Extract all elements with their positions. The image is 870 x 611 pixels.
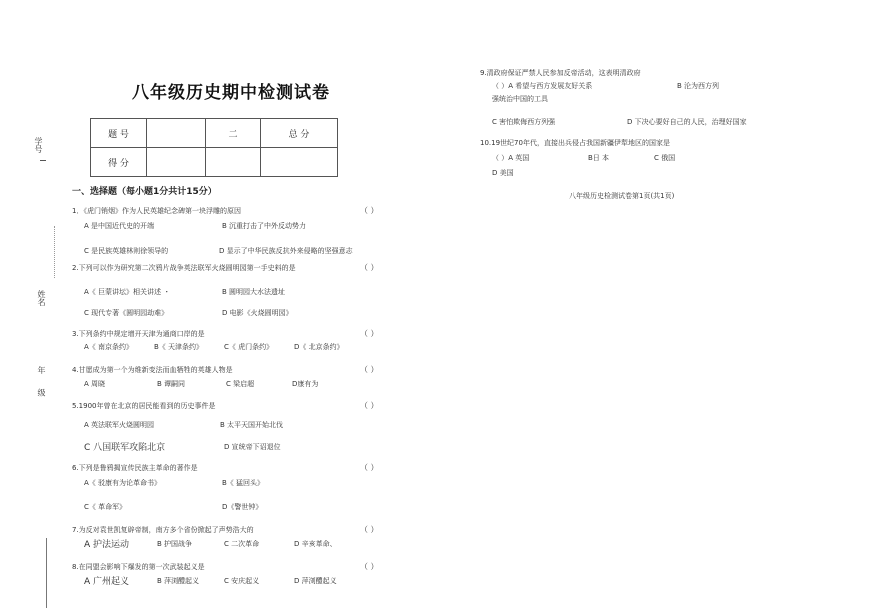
score-table-row (91, 119, 338, 148)
option: C 害怕欺侮西方列强 (492, 118, 556, 126)
option: A 周晓 (84, 380, 106, 388)
option: C《 革命军》 (84, 503, 127, 511)
question-7: 7.为反对袁世凯复辟帝制，南方多个省份掀起了声势浩大的 (72, 526, 254, 534)
option: D《警世钟》 (222, 503, 263, 511)
score-cell: 题 号 (91, 119, 147, 148)
option: B 沉重打击了中外反动势力 (222, 222, 307, 230)
option: C《 虎门条约》 (224, 343, 274, 351)
option: D 电影《火烧圆明园》 (222, 309, 293, 317)
option: B 萍浏醴起义 (157, 577, 200, 585)
question-6: 6.下列是鲁鸦揭宣传民族主革命的著作是 (72, 464, 198, 472)
score-cell[interactable] (147, 148, 206, 177)
option: D《 北京条约》 (294, 343, 344, 351)
option: （ ）A 英国 (492, 154, 530, 162)
score-table (90, 118, 338, 177)
question-1: 1．《虎门销烟》作为人民英雄纪念碑第一块浮雕的原因 (72, 207, 241, 215)
option: A 是中国近代史的开端 (84, 222, 155, 230)
option: B 沦为西方列 (677, 82, 720, 90)
option: D 显示了中华民族反抗外来侵略的坚强意志 (219, 247, 353, 255)
option: B日 本 (588, 154, 610, 162)
option: D 下决心要好自己的人民，治理好国家 (627, 118, 747, 126)
option: C 是民族英雄林则徐领导的 (84, 247, 169, 255)
grade-class-label: 年 级 (37, 366, 46, 403)
option: B《 猛回头》 (222, 479, 265, 487)
answer-paren[interactable]: （ ） (360, 365, 379, 374)
option: A 英法联军火烧圆明园 (84, 421, 155, 429)
option: 强统治中国的工具 (492, 95, 548, 103)
option: A《 驳康有为论革命书》 (84, 479, 162, 487)
option: A 广州起义 (84, 577, 130, 587)
answer-paren[interactable]: （ ） (360, 525, 379, 534)
option: C 八国联军攻陷北京 (84, 443, 166, 453)
option: C 安庆起义 (224, 577, 260, 585)
answer-paren[interactable]: （ ） (360, 206, 379, 215)
answer-paren[interactable]: （ ） (360, 562, 379, 571)
score-cell: 总 分 (261, 119, 338, 148)
score-cell: 二 (206, 119, 261, 148)
option: C 二次革命 (224, 540, 260, 548)
answer-paren[interactable]: （ ） (360, 329, 379, 338)
option: A《 南京条约》 (84, 343, 134, 351)
dotted-line (54, 226, 55, 278)
option: C 现代专著《圆明园劫难》 (84, 309, 169, 317)
binding-line (46, 538, 47, 608)
question-8: 8.在同盟会影响下爆发的第一次武装起义是 (72, 563, 205, 571)
answer-paren[interactable]: （ ） (360, 263, 379, 272)
section-heading: 一、选择题（每小题1分共计15分） (72, 187, 217, 197)
option: （ ）A 希望与西方发展友好关系 (492, 82, 593, 90)
answer-paren[interactable]: （ ） (360, 463, 379, 472)
answer-paren[interactable]: （ ） (360, 401, 379, 410)
page-footer: 八年级历史检测试卷第1页(共1页) (569, 192, 675, 200)
score-table-row (91, 148, 338, 177)
option: B《 天津条约》 (154, 343, 204, 351)
student-no-label: 学号 (34, 137, 43, 153)
question-3: 3.下列条约中规定增开天津为通商口岸的是 (72, 330, 205, 338)
question-4: 4.甘愿成为第一个为维新变法而血牺牲的英雄人物是 (72, 366, 233, 374)
score-cell[interactable] (206, 148, 261, 177)
question-5: 5.1900年曾在北京的居民能看到的历史事件是 (72, 402, 216, 410)
option: D 宣统帝下诏退位 (224, 443, 281, 451)
option: C 俄国 (654, 154, 676, 162)
question-9: 9.清政府保证严禁人民参加反帝活动，这表明清政府 (480, 69, 641, 77)
option: D 美国 (492, 169, 514, 177)
option: D康有为 (292, 380, 319, 388)
score-cell: 得 分 (91, 148, 147, 177)
option: A 护法运动 (84, 540, 130, 550)
option: D 辛亥革命、 (294, 540, 337, 548)
option: D 萍浏醴起义 (294, 577, 337, 585)
question-10: 10.19世纪70年代，直接出兵侵占我国新疆伊犁地区的国家是 (480, 139, 670, 147)
option: B 圆明园大水法遗址 (222, 288, 286, 296)
option: A《 巨蒙讲坛》相关讲述 ・ (84, 288, 171, 296)
name-label: 姓名 (37, 290, 46, 306)
score-cell[interactable] (261, 148, 338, 177)
page-title: 八年级历史期中检测试卷 (132, 83, 330, 103)
option: B 谭嗣同 (157, 380, 186, 388)
student-no-underline (40, 160, 46, 161)
option: B 护国战争 (157, 540, 193, 548)
option: B 太平天国开始北伐 (220, 421, 284, 429)
option: C 梁启超 (226, 380, 255, 388)
question-2: 2.下列可以作为研究第二次鸦片战争英法联军火烧圆明园第一手史料的是 (72, 264, 296, 272)
score-cell (147, 119, 206, 148)
